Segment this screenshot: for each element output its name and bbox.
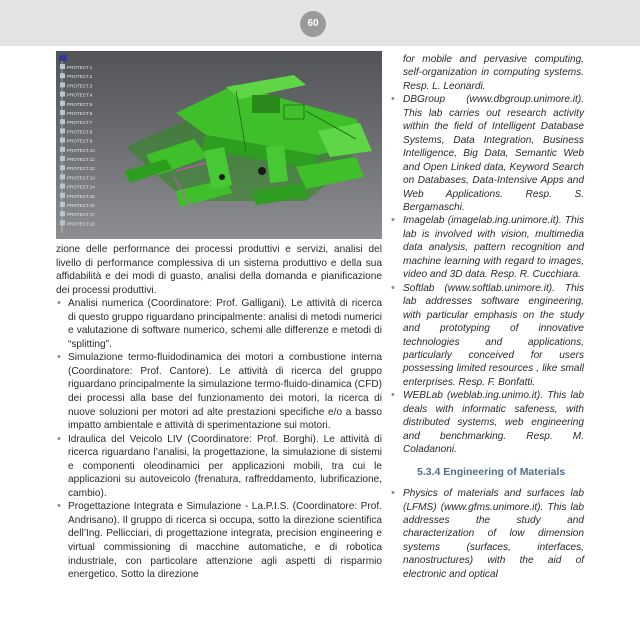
spec-tree-node-icon: [60, 147, 65, 152]
spec-tree-panel: [59, 55, 95, 233]
spec-tree-node-label: PROTECT.12: [67, 166, 95, 172]
section-heading-engineering-materials: 5.3.4 Engineering of Materials: [417, 465, 566, 478]
spec-tree-node-icon: [60, 119, 65, 124]
spec-tree-node-label: PROTECT.6: [67, 111, 93, 116]
spec-tree-node-label: PROTECT.15: [67, 193, 95, 199]
spec-tree-node-label: PROTECT.14: [67, 184, 95, 190]
spec-tree-node-label: PROTECT.9: [67, 138, 93, 144]
bullet-analisi-numerica: • Analisi numerica (Coordinatore: Prof. Galligani). Le attività di ricerca di questo gruppo riguardano principalmente: analisi di metodi numerici e valutazione di software numerico, schemi alle differenze e metodi di “splitting”.: [56, 297, 382, 351]
spec-tree-node-icon: [60, 73, 65, 78]
spec-tree-node-icon: [60, 174, 65, 179]
cad-model-render: [56, 51, 382, 239]
cad-model-figure: [56, 51, 382, 239]
spec-tree-node-label: PROTECT.11: [67, 157, 95, 162]
spec-tree-node-icon: [60, 211, 65, 216]
spec-tree-node-icon: [60, 64, 65, 69]
spec-tree-node-label: PROTECT.18: [67, 221, 95, 227]
spec-tree-node-icon: [60, 138, 65, 143]
spec-tree-node-label: PROTECT.8: [67, 129, 93, 135]
bullet-dbgroup: • DBGroup (www.dbgroup.unimore.it). This lab carries out research activity within the field of Intelligent Database Systems, Data Integration, Business Intelligence, Big Data, Semantic Web and Open Linked data, Keyword Search on Databases, Data-Intensive Apps and Web Applications. Resp. S. Bergamaschi.: [391, 93, 584, 214]
spec-tree-node-icon: [60, 110, 65, 115]
spec-tree-node-label: PROTECT.1: [67, 65, 93, 70]
bullet-idraulica-veicolo: • Idraulica del Veicolo LIV (Coordinatore: Prof. Borghi). Le attività di ricerca riguardano l’analisi, la progettazione, la simulazione di sistemi e componenti oleodinamici per applicazioni mobili, tra cui le applicazioni su autoveicolo (frenatura, raffreddamento, lubrificazione, cambio).: [56, 433, 382, 501]
bullet-imagelab: • Imagelab (imagelab.ing.unimore.it). This lab is involved with vision, multimedia data analysis, pattern recognition and machine learning with regard to images, video and 3D data. Resp. R. Cucchiara.: [391, 214, 584, 281]
spec-tree-node-label: PROTECT.4: [67, 92, 93, 98]
spec-tree-node-label: PROTECT.5: [67, 101, 93, 107]
spec-tree-node-icon: [60, 193, 65, 198]
right-column: [391, 53, 584, 581]
spec-tree-node-label: PROTECT.17: [67, 212, 95, 218]
green-frame-assembly: [124, 75, 372, 207]
spec-tree-node-icon: [60, 220, 65, 225]
spec-tree-node-icon: [60, 202, 65, 207]
bullet-lfms: • Physics of materials and surfaces lab (LFMS) (www.gfms.unimore.it). This lab addresses the study and characterization of low dimension systems (surfaces, interfaces, nanostructures) with the aid of electronic and optical: [391, 487, 584, 581]
spec-tree-node-icon: [60, 92, 65, 97]
bullet-lapis: • Progettazione Integrata e Simulazione - La.P.I.S. (Coordinatore: Prof. Andrisano). Il gruppo di ricerca si occupa, sotto la direzione scientifica dell’Ing. Pellicciari, di progettazione integrata, precision engineering e virtual commissioning di macchine automatiche, e di robotica industriale, con particolare attenzione agli aspetti di risparmio energetico. Sotto la direzione: [56, 500, 382, 581]
spec-tree-node-label: PROTECT.2: [67, 74, 93, 80]
bullet-simulazione-motori: • Simulazione termo-fluidodinamica dei motori a combustione interna (Coordinatore: Prof. Cantore). Le attività di ricerca del gruppo riguardano principalmente la simulazione termo-fluido-dinamica (CFD) dei processi alla base del funzionamento dei motori, la ricerca di nuove soluzioni per motori ad alte prestazioni specifiche e/o a basso impatto ambientale e attività di sperimentazione sui motori.: [56, 351, 382, 432]
bullet-weblab: • WEBLab (weblab.ing.unimo.it). This lab deals with informatic safeness, with distributed systems, web engineering and benchmarking. Resp. M. Coladanoni.: [391, 389, 584, 456]
spec-tree-node-icon: [60, 156, 65, 161]
page-number-badge: 60: [300, 11, 326, 37]
right-continuation-paragraph: for mobile and pervasive computing, self-organization in computing systems. Resp. L. Leonardi.: [403, 54, 584, 92]
spec-tree-node-icon: [60, 101, 65, 106]
spec-tree-node-label: PROTECT.16: [67, 203, 95, 208]
spec-tree-node-label: PROTECT.13: [67, 175, 95, 181]
spec-tree-node-icon: [60, 82, 65, 87]
spec-tree-node-icon: [60, 128, 65, 133]
spec-tree-node-label: PROTECT.7: [67, 120, 93, 126]
spec-tree-node-label: PROTECT.10: [67, 147, 95, 153]
spec-tree-node-label: PROTECT.3: [67, 83, 93, 89]
spec-tree-node-icon: [60, 165, 65, 170]
left-column: [56, 243, 382, 582]
left-continuation-paragraph: zione delle performance dei processi produttivi e servizi, analisi del livello di performance complessiva di un sistema produttivo e della sua affidabilità e dei modi di guasto, analisi della domanda e pianificazione dei processi produttivi.: [56, 244, 382, 296]
spec-tree-node-icon: [60, 184, 65, 189]
bullet-softlab: • Softlab (www.softlab.unimore.it). This lab addresses software engineering, with particular emphasis on the study and prototyping of innovative technologies and applications, particularly conceived for users possessing limited resources , like small enterprises. Resp. F. Bonfatti.: [391, 282, 584, 390]
